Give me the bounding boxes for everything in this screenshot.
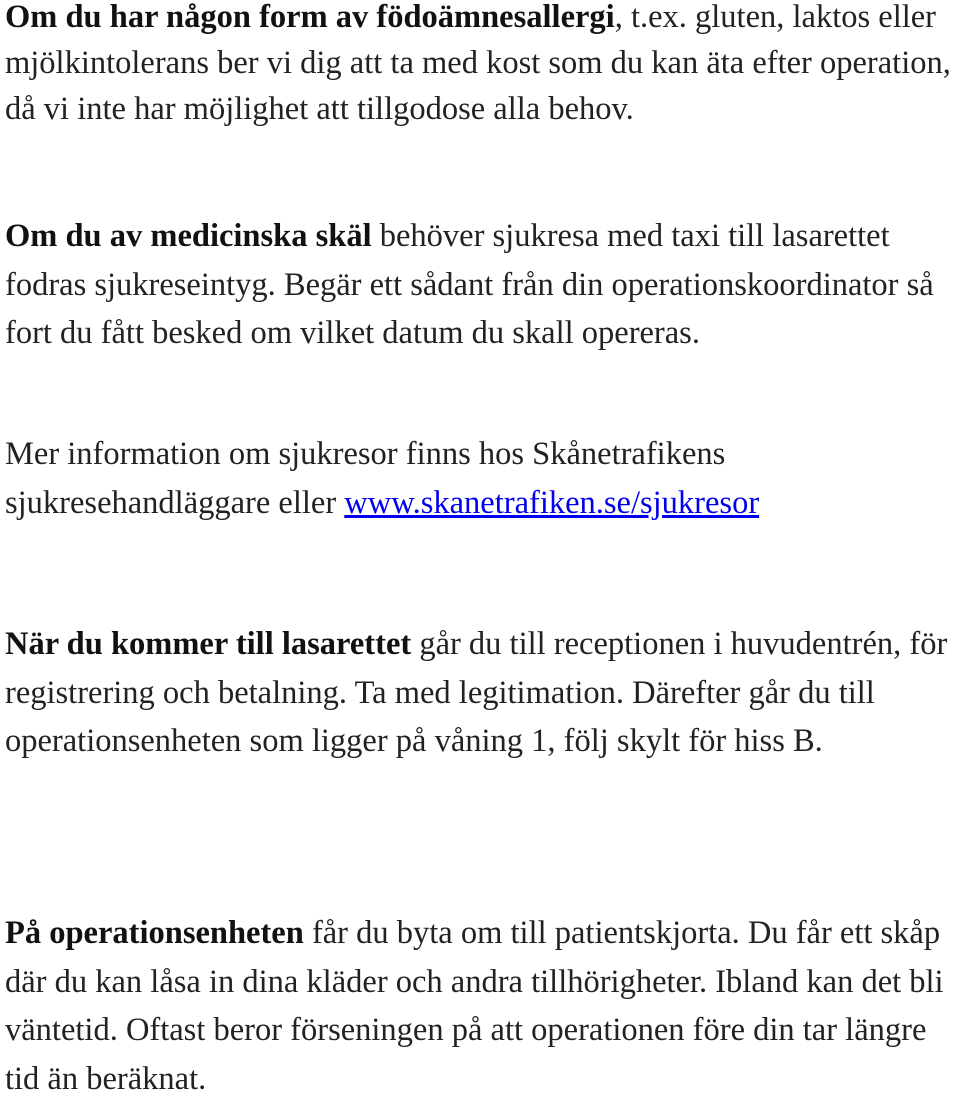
allergy-paragraph <box>5 0 955 132</box>
unit-text: får du byta om till patientskjorta. Du får ett skåp där du kan låsa in dina kläder och andra tillhörigheter. Ibland kan det bli väntetid. Oftast beror förseningen på att operationen före din tar längre tid än beräknat. <box>5 915 944 1098</box>
arrival-heading: När du kommer till lasarettet <box>5 626 412 662</box>
skanetrafiken-link[interactable]: www.skanetrafiken.se/sjukresor <box>344 484 760 521</box>
allergy-text: , t.ex. gluten, laktos eller mjölkintolerans ber vi dig att ta med kost som du kan äta efter operation, då vi inte har möjlighet att tillgodose alla behov. <box>5 0 951 127</box>
info-paragraph <box>5 430 955 527</box>
unit-paragraph <box>5 909 955 1104</box>
info-text: Mer information om sjukresor finns hos Skånetrafikens sjukresehandläggare eller <box>5 436 726 521</box>
allergy-heading: Om du har någon form av födoämnesallergi <box>5 0 615 35</box>
unit-heading: På operationsenheten <box>5 915 304 951</box>
arrival-paragraph <box>5 620 955 766</box>
taxi-heading: Om du av medicinska skäl <box>5 218 372 254</box>
taxi-text: behöver sjukresa med taxi till lasarettet fodras sjukreseintyg. Begär ett sådant från din operationskoordinator så fort du fått besked om vilket datum du skall opereras. <box>5 218 934 352</box>
arrival-text: går du till receptionen i huvudentrén, för registrering och betalning. Ta med legitimation. Därefter går du till operationsenheten som ligger på våning 1, följ skylt för hiss B. <box>5 626 948 760</box>
taxi-paragraph <box>5 212 955 358</box>
